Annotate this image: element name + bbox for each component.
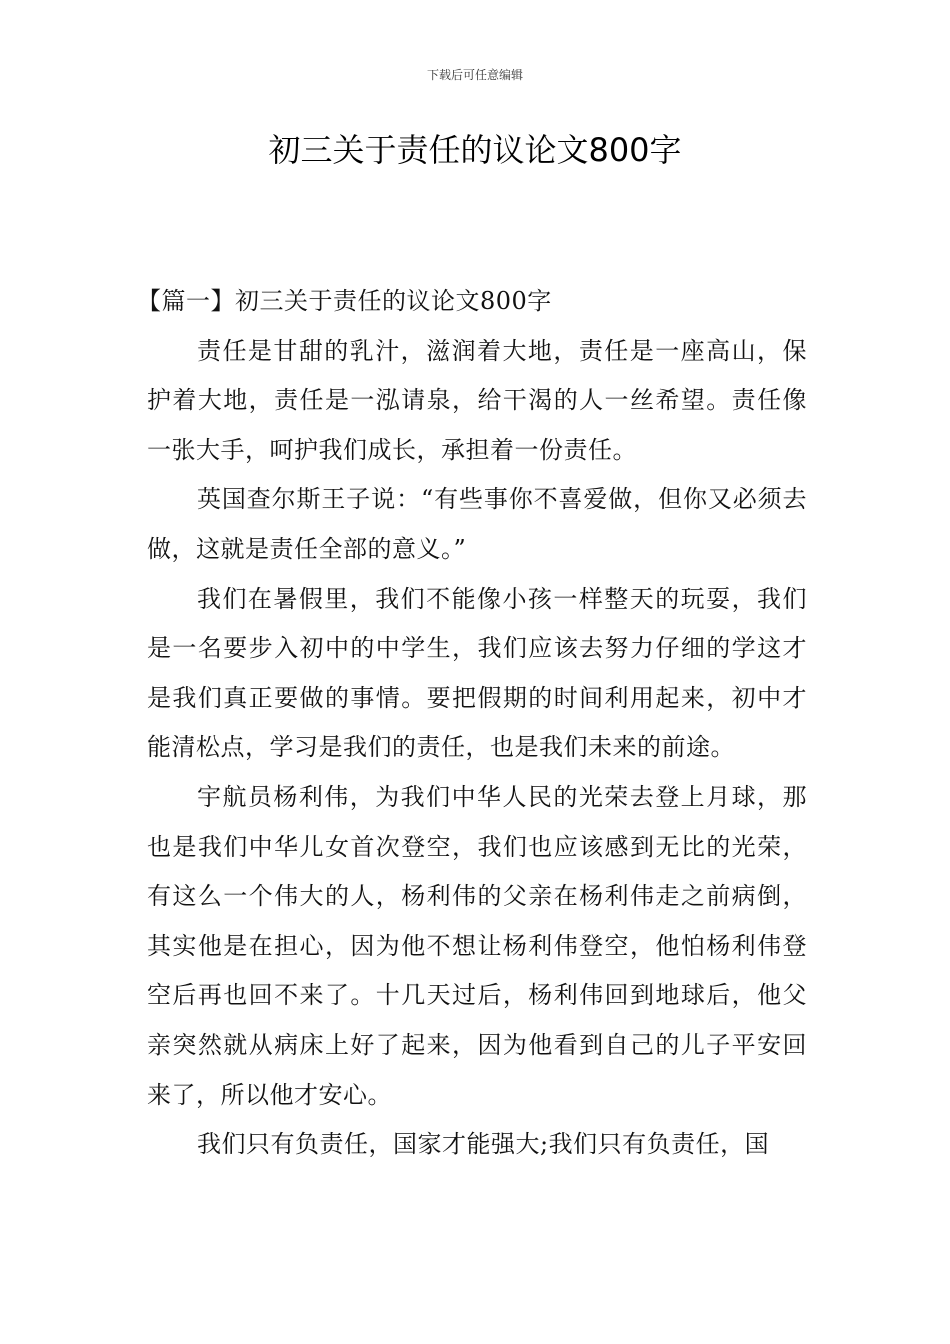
paragraph-4: 宇航员杨利伟，为我们中华人民的光荣去登上月球，那也是我们中华儿女首次登空，我们也应该感到无比的光荣，有这么一个伟大的人，杨利伟的父亲在杨利伟走之前病倒，其实他是在担心，因为他不想让杨利伟登空，他怕杨利伟登空后再也回不来了。十几天过后，杨利伟回到地球后，他父亲突然就从病床上好了起来，因为他看到自己的儿子平安回来了，所以他才安心。 <box>147 782 807 1109</box>
paragraph-3: 我们在暑假里，我们不能像小孩一样整天的玩耍，我们是一名要步入初中的中学生，我们应该去努力仔细的学这才是我们真正要做的事情。要把假期的时间利用起来，初中才能清松点，学习是我们的责任，也是我们未来的前途。 <box>147 584 807 762</box>
paragraph-1: 责任是甘甜的乳汁，滋润着大地，责任是一座高山，保护着大地，责任是一泓请泉，给干渴的人一丝希望。责任像一张大手，呵护我们成长，承担着一份责任。 <box>147 336 807 464</box>
paragraph-2: 英国查尔斯王子说：“有些事你不喜爱做，但你又必须去做，这就是责任全部的意义。” <box>147 485 807 563</box>
section-heading: 【篇一】初三关于责任的议论文800字 <box>137 287 552 315</box>
header-note: 下载后可任意编辑 <box>426 68 523 82</box>
document-title: 初三关于责任的议论文800字 <box>268 131 682 169</box>
paragraph-5: 我们只有负责任，国家才能强大;我们只有负责任，国 <box>197 1130 770 1159</box>
document-body <box>137 277 807 1170</box>
